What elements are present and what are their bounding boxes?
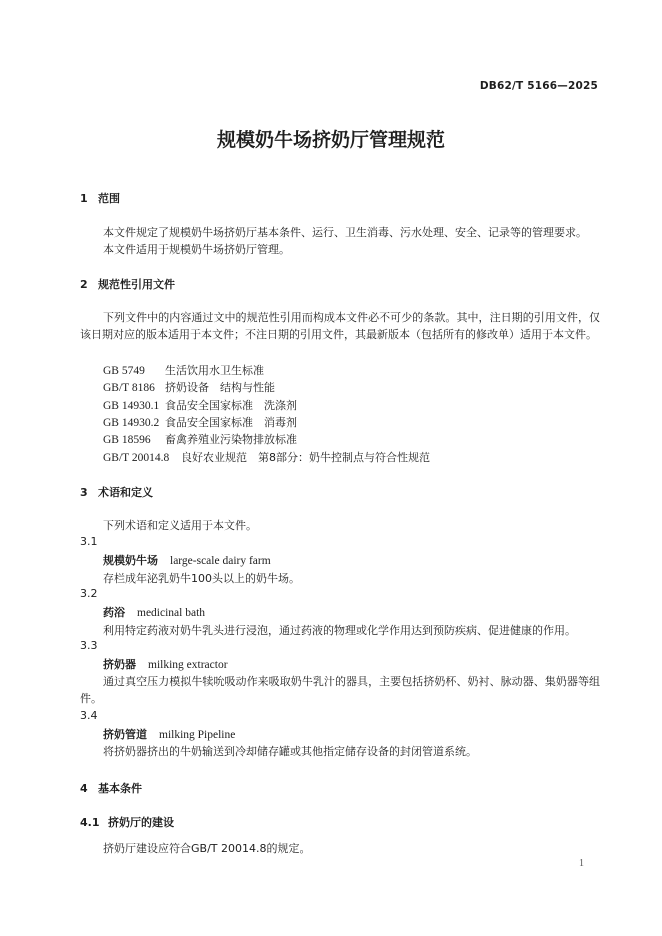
reference-code: GB 5749	[103, 365, 145, 377]
paragraph: 本文件规定了规模奶牛场挤奶厅基本条件、运行、卫生消毒、污水处理、安全、记录等的管理要求。	[103, 226, 587, 239]
term-number: 3.2	[80, 587, 98, 600]
section-2-heading	[80, 276, 175, 292]
section-number: 3	[80, 486, 88, 499]
term-english: large-scale dairy farm	[170, 555, 271, 567]
reference-title: 生活饮用水卫生标准	[165, 364, 264, 377]
paragraph: 本文件适用于规模奶牛场挤奶厅管理。	[103, 243, 290, 256]
page-number: 1	[579, 858, 584, 869]
reference-item	[103, 431, 297, 447]
section-3-heading	[80, 484, 153, 500]
term-entry	[103, 656, 228, 672]
section-title: 术语和定义	[98, 486, 153, 499]
paragraph: 下列文件中的内容通过文中的规范性引用而构成本文件必不可少的条款。其中，注日期的引用文件，仅该日期对应的版本适用于本文件；不注日期的引用文件，其最新版本（包括所有的修改单）适用于本文件。	[80, 311, 600, 341]
reference-item	[103, 397, 297, 413]
term-english: medicinal bath	[137, 607, 206, 619]
term-english: milking Pipeline	[159, 729, 236, 741]
term-definition: 存栏成年泌乳奶牛100头以上的奶牛场。	[103, 572, 300, 585]
section-number: 2	[80, 278, 88, 291]
section-number: 1	[80, 192, 88, 205]
section-title: 基本条件	[98, 782, 142, 795]
section-title: 范围	[98, 192, 120, 205]
term-chinese: 规模奶牛场	[103, 554, 158, 567]
term-number: 3.3	[80, 639, 98, 652]
subsection-title: 挤奶厅的建设	[108, 816, 174, 829]
reference-title: 良好农业规范 第8部分：奶牛控制点与符合性规范	[181, 451, 430, 464]
section-1-heading	[80, 190, 120, 206]
reference-item	[103, 379, 275, 395]
term-chinese: 药浴	[103, 606, 125, 619]
subsection-number: 4.1	[80, 816, 100, 829]
reference-title: 挤奶设备 结构与性能	[165, 381, 275, 394]
term-chinese: 挤奶器	[103, 658, 136, 671]
term-entry	[103, 726, 235, 742]
section-4-heading	[80, 780, 142, 796]
reference-code: GB 18596	[103, 434, 151, 446]
reference-title: 畜禽养殖业污染物排放标准	[165, 433, 297, 446]
reference-code: GB 14930.2	[103, 417, 160, 429]
term-number: 3.4	[80, 709, 98, 722]
term-definition: 将挤奶器挤出的牛奶输送到冷却储存罐或其他指定储存设备的封闭管道系统。	[103, 745, 477, 758]
term-definition: 通过真空压力模拟牛犊吮吸动作来吸取奶牛乳汁的器具，主要包括挤奶杯、奶衬、脉动器、集奶器等组件。	[80, 675, 600, 705]
reference-code: GB 14930.1	[103, 400, 160, 412]
subsection-4-1-heading	[80, 814, 174, 830]
reference-title: 食品安全国家标准 消毒剂	[165, 416, 297, 429]
reference-item	[103, 449, 430, 465]
term-entry	[103, 552, 271, 568]
reference-code: GB/T 8186	[103, 382, 155, 394]
reference-item	[103, 362, 264, 378]
section-title: 规范性引用文件	[98, 278, 175, 291]
paragraph: 下列术语和定义适用于本文件。	[103, 519, 257, 532]
term-english: milking extractor	[148, 659, 228, 671]
term-entry	[103, 604, 205, 620]
term-chinese: 挤奶管道	[103, 728, 147, 741]
term-number: 3.1	[80, 535, 98, 548]
document-code: DB62/T 5166—2025	[479, 80, 598, 92]
term-definition: 利用特定药液对奶牛乳头进行浸泡，通过药液的物理或化学作用达到预防疾病、促进健康的作用。	[103, 624, 576, 637]
paragraph: 挤奶厅建设应符合GB/T 20014.8的规定。	[103, 842, 311, 855]
document-title: 规模奶牛场挤奶厅管理规范	[216, 129, 445, 151]
reference-title: 食品安全国家标准 洗涤剂	[165, 399, 297, 412]
section-number: 4	[80, 782, 88, 795]
reference-code: GB/T 20014.8	[103, 452, 170, 464]
reference-item	[103, 414, 297, 430]
